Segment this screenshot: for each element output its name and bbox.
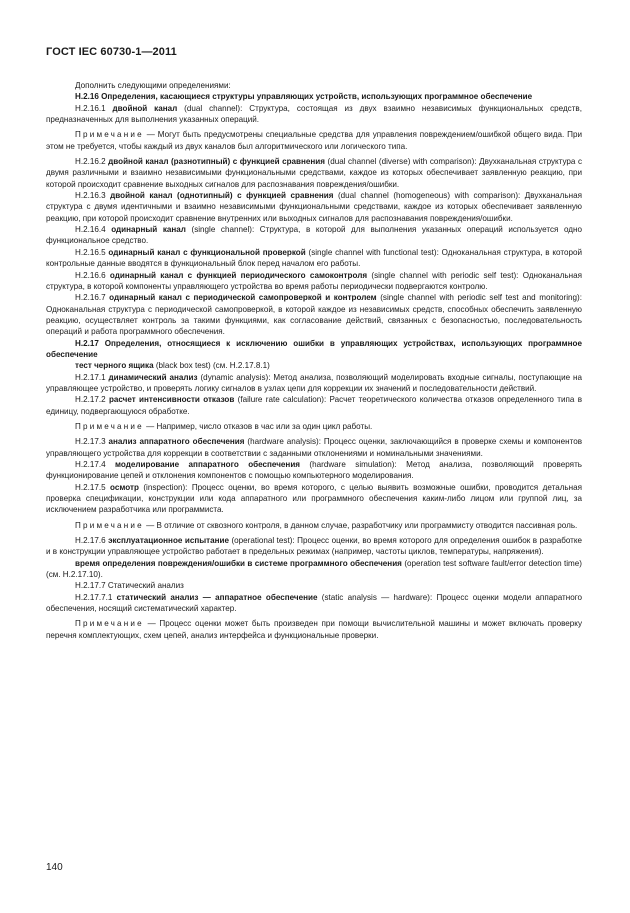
definition-text: (hardware simulation): Метод анализа, позволяющий проверять функционирование цепей и отклонения компонентов с помощью компьютерного моделирования. <box>46 460 582 481</box>
definition-h2-16-4 <box>46 224 582 247</box>
definition-h2-17-3 <box>46 436 582 459</box>
defined-term: моделирование аппаратного обеспечения <box>115 460 301 469</box>
definition-text: (dual channel (homogeneous) with comparison): Двухканальная структура с двумя идентичными и взаимно независимыми функциональными средствами, каждое из которых обеспечивает заявленную реакцию, при которой происходит сравнение внутренних или выходных сигналов для распознавания повреждения/ошибки. <box>46 191 582 223</box>
clause-number: Н.2.17.5 <box>75 482 111 492</box>
clause-number: Н.2.16.4 <box>75 225 112 235</box>
defined-term: статический анализ — аппаратное обеспечение <box>116 592 318 602</box>
definition-text: (dual channel): Структура, состоящая из двух взаимно независимых функциональных средств, предназначенных для выполнения указанных операций. <box>46 103 582 125</box>
page-number: 140 <box>46 862 63 873</box>
section-heading-h2-17 <box>46 338 582 361</box>
definition-h2-16-3 <box>46 190 582 224</box>
definition-text: (single channel): Структура, в которой для выполнения указанных операций используется одно функциональное средство. <box>46 225 582 246</box>
intro-paragraph <box>46 80 582 91</box>
definition-fault-detection-time <box>46 558 582 581</box>
definition-text: (single channel with functional test): Одноканальная структура, в которой контрольные данные вводятся в функциональный блок перед началом его работы. <box>46 247 582 269</box>
defined-term: динамический анализ <box>108 372 198 382</box>
document-header: ГОСТ IEC 60730-1—2011 <box>46 46 177 58</box>
note-text: — Могут быть предусмотрены специальные средства для управления повреждением/ошибкой общего вида. При этом не требуется, чтобы каждый из двух каналов был алгоритмического или логического типа. <box>46 130 582 151</box>
clause-number: Н.2.17.3 <box>75 437 109 447</box>
defined-term: анализ аппаратного обеспечения <box>108 437 245 447</box>
clause-number: Н.2.16.3 <box>75 191 111 201</box>
section-heading-h2-16 <box>46 91 582 102</box>
defined-term: одинарный канал <box>111 225 186 235</box>
section-heading-text: Н.2.16 Определения, касающиеся структуры управляющих устройств, использующих программное обеспечение <box>75 92 533 102</box>
defined-term: эксплуатационное испытание <box>108 536 229 546</box>
defined-term: двойной канал (разнотипный) с функцией сравнения <box>108 157 325 167</box>
definition-h2-17-4 <box>46 459 582 482</box>
definition-text: (single channel with periodic self test and monitoring): Одноканальная структура с периодической самопроверкой, в которой каждое из независимых средств, способных обеспечить заявленную реакцию, осуществляет контроль за такими функциями, как согласование действий, связанных с безопасностью, последовательность операций и работа программного обеспечения. <box>46 293 582 337</box>
defined-term: одинарный канал с периодической самопроверкой и контролем <box>109 293 377 303</box>
note-text: — Процесс оценки может быть произведен при помощи вычислительной машины и может включать проверку перечня комплектующих, схем цепей, анализ интерфейса и функциональные проверки. <box>46 619 582 640</box>
definition-h2-16-1 <box>46 103 582 126</box>
clause-number: Н.2.17.6 <box>75 536 109 546</box>
definition-text: (operation test software fault/error detection time) (см. Н.2.17.10). <box>46 558 582 580</box>
definition-text: (black box test) (см. Н.2.17.8.1) <box>153 361 270 371</box>
note-label: Примечание <box>75 619 144 629</box>
subsection-h2-17-7 <box>46 580 582 591</box>
note-label: Примечание <box>75 130 144 140</box>
clause-number: Н.2.16.6 <box>75 270 110 280</box>
definition-text: (dual channel (diverse) with comparison): Двухканальная структура с двумя различными и взаимно независимыми функциональными средствами, каждое из которых обеспечивает заявленную реакцию, при которой происходит сравнение выходных сигналов для распознавания повреждения/ошибки. <box>46 157 583 189</box>
definition-h2-17-7-1 <box>46 592 582 615</box>
document-body <box>46 80 582 645</box>
clause-number: Н.2.16.5 <box>75 247 109 257</box>
definition-text: (dynamic analysis): Метод анализа, позволяющий моделировать входные сигналы, поступающие на управляющее устройство, и проверять логику сигналов в узлах цепи для коррекции их значений и последовательности действий. <box>46 372 582 393</box>
clause-number: Н.2.17.7.1 <box>75 592 117 602</box>
defined-term: тест черного ящика <box>75 361 154 371</box>
definition-text: (static analysis — hardware): Процесс оценки модели аппаратного обеспечения, носящий систематический характер. <box>46 592 582 614</box>
definition-h2-17-6 <box>46 535 582 558</box>
paragraph-text: Дополнить следующими определениями: <box>75 81 231 90</box>
note-text: — В отличие от сквозного контроля, в данном случае, разработчику или программисту отводится пассивная роль. <box>143 520 578 530</box>
note-label: Примечание <box>75 520 144 530</box>
clause-number: Н.2.17.1 <box>75 372 109 382</box>
defined-term: одинарный канал с функциональной проверкой <box>108 247 306 257</box>
definition-text: (failure rate calculation): Расчет теоретического количества отказов определенного типа в единицу, подвергающуюся обработке. <box>46 395 582 416</box>
defined-term: двойной канал (однотипный) с функцией сравнения <box>110 191 334 201</box>
definition-h2-17-1 <box>46 372 582 395</box>
definition-text: (operational test): Процесс оценки, во время которого для определения ошибок в разработке и в конструкции управляющее устройство работает в предельных режимах (например, частоты циклов, температуры, напряжения). <box>46 536 582 557</box>
note-label: Примечание <box>75 421 144 431</box>
clause-number: Н.2.16.1 <box>75 103 113 113</box>
defined-term: расчет интенсивности отказов <box>108 395 235 405</box>
note-paragraph <box>46 618 582 641</box>
definition-h2-16-7 <box>46 292 582 337</box>
definition-text: (single channel with periodic self test): Одноканальная структура, в которой компоненты управляющего устройства во время работы периодически подвергаются контролю. <box>46 270 582 291</box>
defined-term: одинарный канал с функцией периодического самоконтроля <box>109 270 368 280</box>
paragraph-text: Н.2.17.7 Статический анализ <box>75 581 184 591</box>
definition-h2-16-2 <box>46 156 582 190</box>
definition-text: (inspection): Процесс оценки, во время которого, с целью выявить возможные ошибки, проводится детальная проверка спецификации, конструкции или кода аппаратного или программного обеспечения каким-либо лицом или группой лиц, за исключением разработчика или программиста. <box>46 482 582 515</box>
note-paragraph <box>46 129 582 152</box>
definition-black-box-test <box>46 360 582 371</box>
definition-h2-17-2 <box>46 394 582 417</box>
definition-h2-16-6 <box>46 270 582 293</box>
defined-term: двойной канал <box>112 103 178 113</box>
defined-term: время определения повреждения/ошибки в системе программного обеспечения <box>75 558 402 568</box>
section-heading-text: Н.2.17 Определения, относящиеся к исключению ошибки в управляющих устройствах, использующих программное обеспечение <box>46 338 582 359</box>
clause-number: Н.2.16.2 <box>75 157 109 167</box>
definition-h2-17-5 <box>46 482 582 516</box>
clause-number: Н.2.17.4 <box>75 460 116 469</box>
note-paragraph <box>46 421 582 432</box>
note-text: — Например, число отказов в час или за один цикл работы. <box>143 421 373 431</box>
clause-number: Н.2.17.2 <box>75 395 109 405</box>
note-paragraph <box>46 520 582 531</box>
definition-h2-16-5 <box>46 247 582 270</box>
defined-term: осмотр <box>110 482 139 492</box>
definition-text: (hardware analysis): Процесс оценки, заключающийся в проверке схемы и компонентов управляющего устройства для коррекции в соответствии с заданными отклонениями и номинальными значениями. <box>46 437 582 458</box>
clause-number: Н.2.16.7 <box>75 293 110 303</box>
